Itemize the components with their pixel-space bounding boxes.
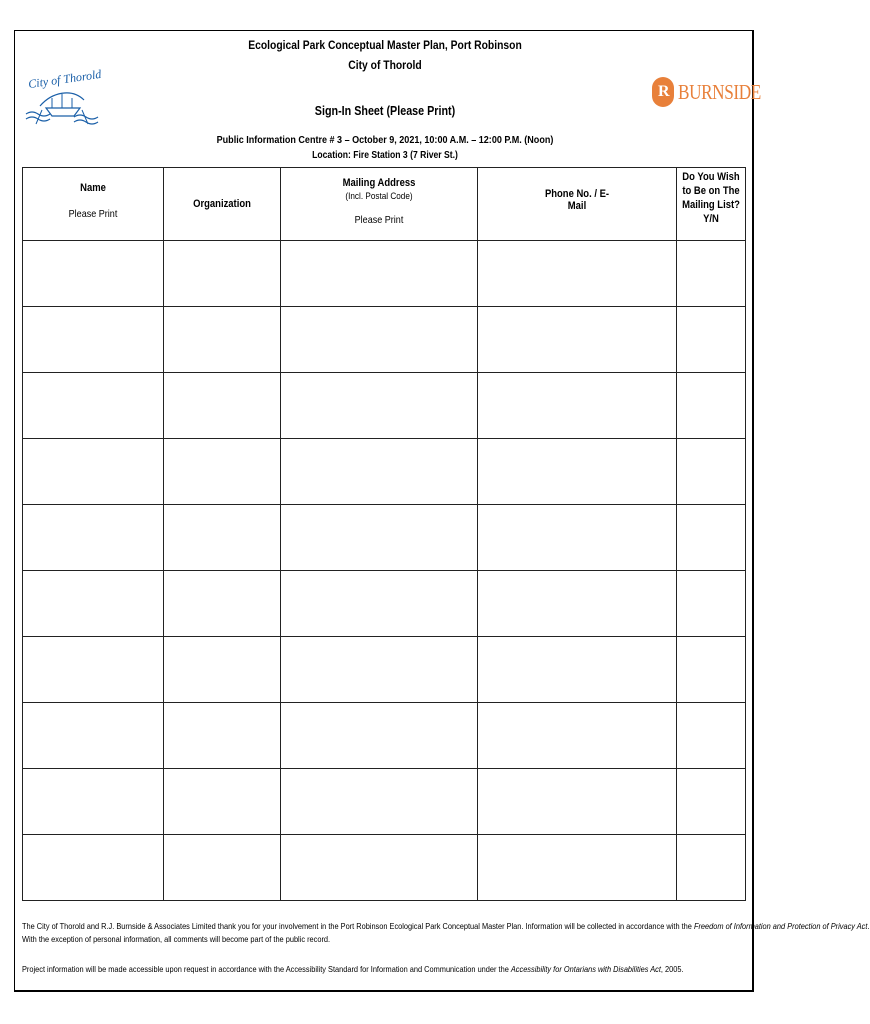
public-record-notice: With the exception of personal information, all comments will become part of the public record. <box>22 934 331 944</box>
column-title: Do You Wish to Be on The Mailing List? Y/N <box>682 171 740 225</box>
cell-phone-email[interactable] <box>478 439 677 505</box>
cell-organization[interactable] <box>164 307 281 373</box>
cell-organization[interactable] <box>164 769 281 835</box>
column-header-name <box>23 168 164 241</box>
burnside-mark-letter: R <box>658 83 670 100</box>
cell-mailing-list[interactable] <box>677 637 746 703</box>
cell-organization[interactable] <box>164 571 281 637</box>
cell-phone-email[interactable] <box>478 307 677 373</box>
table-row <box>23 571 746 637</box>
cell-phone-email[interactable] <box>478 373 677 439</box>
cell-mailing-address[interactable] <box>281 373 478 439</box>
table-row <box>23 703 746 769</box>
cell-mailing-list[interactable] <box>677 769 746 835</box>
column-title: Organization <box>193 198 251 210</box>
cell-phone-email[interactable] <box>478 835 677 901</box>
cell-name[interactable] <box>23 307 164 373</box>
column-title: Name <box>80 182 106 194</box>
cell-name[interactable] <box>23 769 164 835</box>
cell-mailing-list[interactable] <box>677 703 746 769</box>
cell-phone-email[interactable] <box>478 637 677 703</box>
table-row <box>23 505 746 571</box>
privacy-notice <box>22 920 870 946</box>
cell-mailing-address[interactable] <box>281 439 478 505</box>
cell-name[interactable] <box>23 571 164 637</box>
table-row <box>23 373 746 439</box>
cell-mailing-list[interactable] <box>677 241 746 307</box>
cell-phone-email[interactable] <box>478 703 677 769</box>
cell-organization[interactable] <box>164 835 281 901</box>
event-details: Public Information Centre # 3 – October 9, 2021, 10:00 A.M. – 12:00 P.M. (Noon) <box>216 134 554 146</box>
document-subtitle: City of Thorold <box>348 58 422 72</box>
cell-organization[interactable] <box>164 439 281 505</box>
burnside-wordmark: BURNSIDE <box>678 80 761 104</box>
cell-name[interactable] <box>23 835 164 901</box>
cell-name[interactable] <box>23 241 164 307</box>
column-header-organization <box>164 168 281 241</box>
cell-mailing-address[interactable] <box>281 703 478 769</box>
city-of-thorold-logo <box>22 66 103 130</box>
cell-name[interactable] <box>23 439 164 505</box>
table-row <box>23 835 746 901</box>
table-row <box>23 307 746 373</box>
document-title: Ecological Park Conceptual Master Plan, Port Robinson <box>248 38 522 52</box>
table-header-row <box>23 168 746 241</box>
cell-mailing-address[interactable] <box>281 307 478 373</box>
privacy-notice-text: The City of Thorold and R.J. Burnside & Associates Limited thank you for your involvement in the Port Robinson Ecological Park Conceptual Master Plan. Information will be collected in accordance with the <box>22 921 694 931</box>
table-row <box>23 637 746 703</box>
column-title: Mailing Address <box>342 177 416 189</box>
column-header-phone-email <box>478 168 677 241</box>
column-subtitle: (Incl. Postal Code) <box>345 191 413 202</box>
cell-name[interactable] <box>23 373 164 439</box>
cell-mailing-list[interactable] <box>677 571 746 637</box>
burnside-logo <box>652 76 761 112</box>
accessibility-notice <box>22 963 684 976</box>
cell-mailing-address[interactable] <box>281 241 478 307</box>
cell-phone-email[interactable] <box>478 769 677 835</box>
burnside-mark-icon <box>652 77 674 107</box>
cell-phone-email[interactable] <box>478 241 677 307</box>
cell-name[interactable] <box>23 703 164 769</box>
column-header-mailing-list <box>677 168 746 241</box>
event-location: Location: Fire Station 3 (7 River St.) <box>312 150 458 161</box>
cell-organization[interactable] <box>164 703 281 769</box>
cell-mailing-list[interactable] <box>677 307 746 373</box>
cell-mailing-list[interactable] <box>677 835 746 901</box>
cell-mailing-list[interactable] <box>677 439 746 505</box>
column-title: Phone No. / E-Mail <box>544 188 610 212</box>
cell-mailing-address[interactable] <box>281 505 478 571</box>
cell-organization[interactable] <box>164 373 281 439</box>
sheet-title: Sign-In Sheet (Please Print) <box>314 104 456 118</box>
column-note: Please Print <box>354 214 404 226</box>
accessibility-notice-end: , 2005. <box>660 964 684 974</box>
column-note: Please Print <box>68 208 118 220</box>
table-row <box>23 241 746 307</box>
cell-phone-email[interactable] <box>478 571 677 637</box>
cell-mailing-address[interactable] <box>281 571 478 637</box>
privacy-notice-end: . <box>867 921 870 931</box>
cell-mailing-address[interactable] <box>281 835 478 901</box>
accessibility-act-name: Accessibility for Ontarians with Disabilities Act <box>510 964 661 974</box>
column-header-mailing-address <box>281 168 478 241</box>
cell-organization[interactable] <box>164 505 281 571</box>
cell-mailing-list[interactable] <box>677 505 746 571</box>
cell-name[interactable] <box>23 637 164 703</box>
cell-mailing-list[interactable] <box>677 373 746 439</box>
sign-in-table <box>22 167 746 901</box>
cell-organization[interactable] <box>164 637 281 703</box>
table-row <box>23 769 746 835</box>
cell-mailing-address[interactable] <box>281 637 478 703</box>
table-row <box>23 439 746 505</box>
cell-mailing-address[interactable] <box>281 769 478 835</box>
cell-organization[interactable] <box>164 241 281 307</box>
cell-name[interactable] <box>23 505 164 571</box>
cell-phone-email[interactable] <box>478 505 677 571</box>
privacy-act-name: Freedom of Information and Protection of Privacy Act <box>693 921 868 931</box>
city-of-thorold-logo-text: City of Thorold <box>27 66 103 92</box>
accessibility-notice-text: Project information will be made accessible upon request in accordance with the Accessibility Standard for Information and Communication under the <box>22 964 511 974</box>
